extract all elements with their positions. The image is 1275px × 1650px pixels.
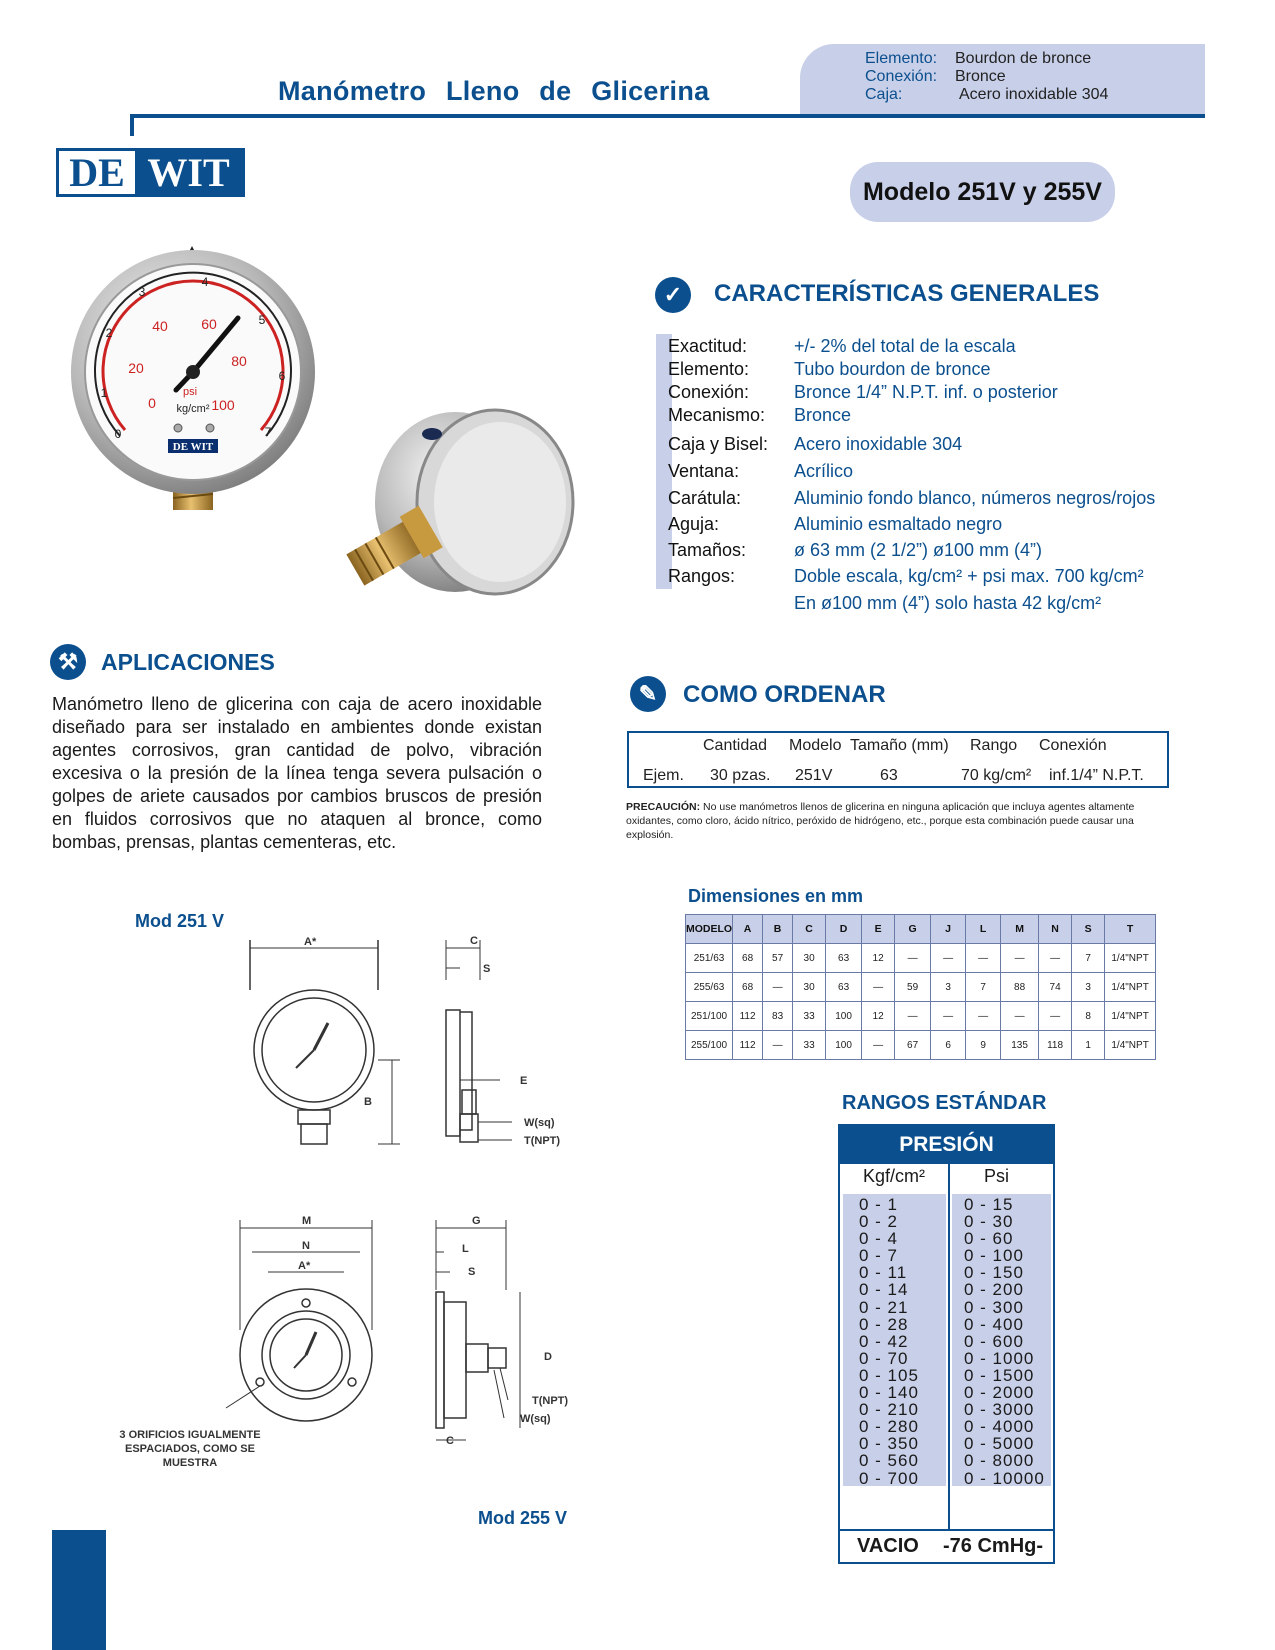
dim-cell: 100 bbox=[826, 1031, 862, 1060]
list-item: 0 - 560 bbox=[859, 1451, 919, 1471]
list-item: 0 - 140 bbox=[859, 1383, 919, 1403]
dim-cell: 1/4"NPT bbox=[1105, 973, 1156, 1002]
char-value: Aluminio esmaltado negro bbox=[794, 514, 1003, 534]
char-key: Aguja: bbox=[668, 514, 720, 534]
ranges-col-kgf: Kgf/cm² bbox=[863, 1166, 926, 1186]
dewit-logo bbox=[56, 148, 245, 197]
dim-header: C bbox=[793, 915, 826, 944]
drawing-note-line: 3 ORIFICIOS IGUALMENTE bbox=[119, 1429, 261, 1441]
check-icon: ✓ bbox=[655, 277, 691, 313]
header-spec-connection bbox=[865, 68, 1006, 86]
dim-cell: 59 bbox=[895, 973, 931, 1002]
dimensions-table bbox=[685, 914, 1156, 1060]
char-key: Rangos: bbox=[668, 566, 736, 586]
order-example-label: Ejem. bbox=[643, 767, 684, 784]
char-value: En ø100 mm (4”) solo hasta 42 kg/cm² bbox=[794, 593, 1102, 613]
applications-text: Manómetro lleno de glicerina con caja de acero inoxidable diseñado para ser instalado en ambientes donde existan agentes corrosivos, gran cantidad de polvo, vibración excesiva o la presión de la línea tenga severa pulsación o golpes de ariete causados por cambios bruscos de presión en fluidos corrosivos que no ataquen al bronce, como bombas, prensas, plantas cementeras, etc. bbox=[52, 694, 542, 852]
dim-label-t: T(NPT) bbox=[524, 1135, 561, 1147]
list-item: 0 - 210 bbox=[859, 1400, 919, 1420]
list-item: 0 - 150 bbox=[964, 1263, 1024, 1283]
dim-header: M bbox=[1001, 915, 1039, 944]
char-row bbox=[668, 591, 1101, 615]
list-item: 0 - 400 bbox=[964, 1314, 1024, 1334]
char-value: Acrílico bbox=[794, 461, 854, 481]
gauge-psi-tick: 60 bbox=[201, 316, 217, 332]
spec-label: Conexión: bbox=[865, 68, 938, 85]
dim-cell: 33 bbox=[793, 1002, 826, 1031]
list-item: 0 - 11 bbox=[859, 1263, 908, 1283]
dim-cell: — bbox=[895, 1002, 931, 1031]
dim-cell: 112 bbox=[733, 1002, 763, 1031]
spec-value: Acero inoxidable 304 bbox=[959, 86, 1109, 103]
dim-cell: 251/63 bbox=[686, 944, 733, 973]
dim-cell: 1/4"NPT bbox=[1105, 944, 1156, 973]
list-item: 0 - 14 bbox=[859, 1280, 909, 1300]
list-item: 0 - 5000 bbox=[964, 1434, 1035, 1454]
list-item: 0 - 7 bbox=[859, 1246, 899, 1266]
document-title: Manómetro Lleno de Glicerina bbox=[278, 76, 710, 106]
dim-cell: 8 bbox=[1072, 1002, 1105, 1031]
char-value: Bronce bbox=[794, 405, 852, 425]
list-item: 0 - 600 bbox=[964, 1331, 1024, 1351]
dim-cell: 118 bbox=[1039, 1031, 1072, 1060]
logo-left: DE bbox=[69, 150, 125, 195]
dim-cell: 57 bbox=[763, 944, 793, 973]
char-row bbox=[668, 403, 851, 427]
list-item: 0 - 2 bbox=[859, 1212, 899, 1232]
applications-title: APLICACIONES bbox=[101, 649, 275, 675]
list-item: 0 - 42 bbox=[859, 1331, 909, 1351]
order-header: Modelo bbox=[789, 737, 842, 754]
char-key: Mecanismo: bbox=[668, 405, 766, 425]
dim-header: E bbox=[862, 915, 895, 944]
ranges-title: RANGOS ESTÁNDAR bbox=[842, 1092, 1047, 1114]
dim-cell: 135 bbox=[1001, 1031, 1039, 1060]
pencil-icon: ✎ bbox=[630, 676, 666, 712]
spec-label: Caja: bbox=[865, 86, 903, 103]
dim-label-n: N bbox=[302, 1240, 310, 1252]
char-row bbox=[668, 432, 962, 456]
precaution-note bbox=[626, 800, 1171, 842]
front-gauge-image bbox=[71, 246, 315, 510]
dim-cell: 6 bbox=[931, 1031, 966, 1060]
order-header: Tamaño (mm) bbox=[850, 737, 949, 754]
dim-cell: — bbox=[966, 944, 1001, 973]
list-item: 0 - 10000 bbox=[964, 1468, 1045, 1488]
gauge-psi-tick: 40 bbox=[152, 318, 168, 334]
dim-cell: — bbox=[895, 944, 931, 973]
order-example-size: 63 bbox=[880, 767, 898, 784]
char-key: Caja y Bisel: bbox=[668, 434, 769, 454]
gauge-kg-tick: 1 bbox=[100, 386, 108, 400]
order-example-connection: inf.1/4” N.P.T. bbox=[1049, 767, 1144, 784]
gauge-kg-tick: 4 bbox=[201, 275, 209, 289]
ranges-kgf-list bbox=[859, 1196, 919, 1487]
dim-label-g: G bbox=[472, 1215, 481, 1227]
dim-header: D bbox=[826, 915, 862, 944]
technical-drawings bbox=[100, 930, 620, 1470]
char-row bbox=[668, 538, 1042, 562]
dim-cell: 83 bbox=[763, 1002, 793, 1031]
dim-cell: 30 bbox=[793, 944, 826, 973]
char-row bbox=[668, 380, 1058, 404]
dim-cell: 255/100 bbox=[686, 1031, 733, 1060]
dim-cell: 63 bbox=[826, 944, 862, 973]
dim-label-t2: T(NPT) bbox=[532, 1395, 569, 1407]
dim-cell: — bbox=[966, 1002, 1001, 1031]
char-value: Tubo bourdon de bronce bbox=[794, 359, 991, 379]
order-title: COMO ORDENAR bbox=[683, 681, 886, 708]
dim-cell: 68 bbox=[733, 973, 763, 1002]
gauge-kg-tick: 6 bbox=[278, 369, 286, 383]
gauge-psi-tick: 20 bbox=[128, 360, 144, 376]
list-item: 0 - 100 bbox=[964, 1246, 1024, 1266]
dim-label-e: E bbox=[520, 1075, 528, 1087]
dim-cell: 33 bbox=[793, 1031, 826, 1060]
table-row bbox=[686, 944, 1156, 973]
char-key: Exactitud: bbox=[668, 336, 748, 356]
order-example-table bbox=[627, 731, 1169, 788]
spec-value: Bourdon de bronce bbox=[955, 50, 1092, 67]
dim-cell: 1 bbox=[1072, 1031, 1105, 1060]
char-value: Aluminio fondo blanco, números negros/rojos bbox=[794, 488, 1156, 508]
order-example-range: 70 kg/cm² bbox=[961, 767, 1032, 784]
char-key: Tamaños: bbox=[668, 540, 747, 560]
gauge-psi-tick: 100 bbox=[211, 397, 235, 413]
wrench-icon: ⚒ bbox=[50, 644, 86, 680]
dim-cell: 3 bbox=[931, 973, 966, 1002]
drawing-note-line: ESPACIADOS, COMO SE bbox=[125, 1443, 255, 1455]
dim-label-l: L bbox=[462, 1243, 469, 1255]
mod-251-label: Mod 251 V bbox=[135, 911, 225, 931]
gauge-psi-tick: 80 bbox=[231, 353, 247, 369]
list-item: 0 - 28 bbox=[859, 1314, 909, 1334]
dim-label-b: B bbox=[364, 1096, 372, 1108]
list-item: 0 - 21 bbox=[859, 1297, 909, 1317]
list-item: 0 - 30 bbox=[964, 1212, 1014, 1232]
footer-accent-bar bbox=[52, 1530, 106, 1650]
list-item: 0 - 200 bbox=[964, 1280, 1024, 1300]
list-item: 0 - 700 bbox=[859, 1468, 919, 1488]
header-rule-tick bbox=[130, 114, 134, 136]
order-example-model: 251V bbox=[795, 767, 833, 784]
dim-cell: — bbox=[1039, 1002, 1072, 1031]
table-row bbox=[686, 1031, 1156, 1060]
char-value: Doble escala, kg/cm² + psi max. 700 kg/cm² bbox=[794, 566, 1144, 586]
dim-label-m: M bbox=[302, 1215, 312, 1227]
gauge-psi-label: psi bbox=[182, 386, 198, 398]
char-row bbox=[668, 486, 1155, 510]
char-key: Ventana: bbox=[668, 461, 740, 481]
precaution-text: No use manómetros llenos de glicerina en ninguna aplicación que incluya agentes altamente oxidantes, como cloro, ácido nítrico, peróxido de hidrógeno, etc., porque esta combinación puede causar una explosión. bbox=[626, 801, 1135, 841]
header-rule bbox=[130, 114, 1205, 118]
dim-label-w2: W(sq) bbox=[520, 1413, 551, 1425]
dim-header: A bbox=[733, 915, 763, 944]
table-row bbox=[686, 973, 1156, 1002]
ranges-divider bbox=[948, 1164, 950, 1530]
dim-cell: 1/4"NPT bbox=[1105, 1031, 1156, 1060]
dim-cell: 68 bbox=[733, 944, 763, 973]
gauge-brand: DE WIT bbox=[172, 441, 214, 453]
list-item: 0 - 1000 bbox=[964, 1348, 1035, 1368]
gauge-kg-tick: 5 bbox=[258, 313, 266, 327]
dim-cell: — bbox=[862, 973, 895, 1002]
dim-cell: 100 bbox=[826, 1002, 862, 1031]
mod-255-label: Mod 255 V bbox=[478, 1508, 568, 1528]
spec-label: Elemento: bbox=[865, 50, 938, 67]
gauge-psi-tick: 0 bbox=[148, 395, 156, 411]
dim-label-d: D bbox=[544, 1351, 552, 1363]
dim-label-c: C bbox=[470, 935, 478, 947]
order-header: Cantidad bbox=[703, 737, 768, 754]
dim-label-c2: C bbox=[446, 1435, 454, 1447]
char-value: ø 63 mm (2 1/2”) ø100 mm (4”) bbox=[794, 540, 1043, 560]
char-key: Carátula: bbox=[668, 488, 742, 508]
dim-cell: 7 bbox=[1072, 944, 1105, 973]
drawing-note-line: MUESTRA bbox=[162, 1457, 218, 1469]
dim-label-w: W(sq) bbox=[524, 1117, 555, 1129]
order-header: Conexión bbox=[1039, 737, 1107, 754]
dim-header: B bbox=[763, 915, 793, 944]
list-item: 0 - 1 bbox=[859, 1195, 899, 1214]
dim-header: S bbox=[1072, 915, 1105, 944]
dim-label-a2: A* bbox=[298, 1260, 311, 1272]
dim-label-a: A* bbox=[304, 936, 317, 948]
vacuum-value: -76 CmHg- bbox=[943, 1535, 1044, 1557]
list-item: 0 - 8000 bbox=[964, 1451, 1035, 1471]
list-item: 0 - 2000 bbox=[964, 1383, 1035, 1403]
dim-cell: — bbox=[1001, 1002, 1039, 1031]
dim-cell: 67 bbox=[895, 1031, 931, 1060]
gauge-unit-label: kg/cm² bbox=[176, 403, 210, 415]
dim-label-s2: S bbox=[468, 1266, 476, 1278]
spec-value: Bronce bbox=[955, 68, 1006, 85]
dim-header: L bbox=[966, 915, 1001, 944]
dim-cell: 30 bbox=[793, 973, 826, 1002]
dim-cell: 251/100 bbox=[686, 1002, 733, 1031]
dim-cell: 74 bbox=[1039, 973, 1072, 1002]
char-value: Bronce 1/4” N.P.T. inf. o posterior bbox=[794, 382, 1058, 402]
list-item: 0 - 105 bbox=[859, 1365, 919, 1385]
gauge-kg-tick: 3 bbox=[138, 285, 146, 299]
list-item: 0 - 4 bbox=[859, 1229, 899, 1249]
list-item: 0 - 15 bbox=[964, 1195, 1014, 1214]
char-row bbox=[668, 357, 990, 381]
char-key: Conexión: bbox=[668, 382, 750, 402]
list-item: 0 - 300 bbox=[964, 1297, 1024, 1317]
dim-cell: — bbox=[1039, 944, 1072, 973]
logo-right: WIT bbox=[135, 151, 242, 194]
dim-cell: 255/63 bbox=[686, 973, 733, 1002]
dimensions-header-row bbox=[686, 915, 1156, 944]
dim-cell: — bbox=[862, 1031, 895, 1060]
gauge-kg-tick: 2 bbox=[105, 326, 113, 340]
dim-cell: 3 bbox=[1072, 973, 1105, 1002]
gauge-kg-tick: 0 bbox=[114, 427, 122, 441]
dim-cell: 12 bbox=[862, 944, 895, 973]
list-item: 0 - 280 bbox=[859, 1417, 919, 1437]
dim-cell: 63 bbox=[826, 973, 862, 1002]
dim-cell: — bbox=[763, 973, 793, 1002]
header-spec-case bbox=[865, 86, 1108, 104]
table-row bbox=[686, 1002, 1156, 1031]
dim-cell: 112 bbox=[733, 1031, 763, 1060]
char-value: Acero inoxidable 304 bbox=[794, 434, 963, 454]
vacuum-label: VACIO bbox=[857, 1535, 919, 1557]
precaution-label: PRECAUCIÓN: bbox=[626, 801, 701, 813]
list-item: 0 - 350 bbox=[859, 1434, 919, 1454]
order-example-qty: 30 pzas. bbox=[710, 767, 771, 784]
dim-header: T bbox=[1105, 915, 1156, 944]
ranges-col-psi: Psi bbox=[984, 1166, 1010, 1186]
list-item: 0 - 3000 bbox=[964, 1400, 1035, 1420]
ranges-psi-list bbox=[964, 1196, 1045, 1487]
dim-cell: — bbox=[763, 1031, 793, 1060]
dim-cell: 1/4"NPT bbox=[1105, 1002, 1156, 1031]
char-value: +/- 2% del total de la escala bbox=[794, 336, 1016, 356]
ranges-footer-rule bbox=[840, 1529, 1053, 1531]
ranges-header: PRESIÓN bbox=[840, 1126, 1053, 1164]
char-row bbox=[668, 459, 853, 483]
dim-cell: — bbox=[931, 944, 966, 973]
dim-header: J bbox=[931, 915, 966, 944]
gauge-kg-tick: 7 bbox=[264, 425, 272, 439]
characteristics-title: CARACTERÍSTICAS GENERALES bbox=[714, 280, 1100, 307]
dim-cell: 12 bbox=[862, 1002, 895, 1031]
dim-cell: 88 bbox=[1001, 973, 1039, 1002]
dim-header: MODELO bbox=[686, 915, 733, 944]
list-item: 0 - 1500 bbox=[964, 1365, 1035, 1385]
dim-header: G bbox=[895, 915, 931, 944]
dim-cell: — bbox=[1001, 944, 1039, 973]
dimensions-title: Dimensiones en mm bbox=[688, 886, 864, 906]
dim-header: N bbox=[1039, 915, 1072, 944]
dim-cell: 7 bbox=[966, 973, 1001, 1002]
char-row bbox=[668, 512, 1002, 536]
list-item: 0 - 70 bbox=[859, 1348, 909, 1368]
header-spec-element bbox=[865, 50, 1091, 68]
order-header: Rango bbox=[970, 737, 1018, 754]
char-key: Elemento: bbox=[668, 359, 750, 379]
dim-label-s: S bbox=[483, 963, 491, 975]
model-badge: Modelo 251V y 255V bbox=[850, 162, 1115, 222]
char-row bbox=[668, 564, 1144, 588]
list-item: 0 - 4000 bbox=[964, 1417, 1035, 1437]
dim-cell: 9 bbox=[966, 1031, 1001, 1060]
side-gauge-image bbox=[343, 410, 573, 594]
gauge-photos bbox=[60, 240, 580, 620]
list-item: 0 - 60 bbox=[964, 1229, 1014, 1249]
dim-cell: — bbox=[931, 1002, 966, 1031]
char-row bbox=[668, 334, 1016, 358]
